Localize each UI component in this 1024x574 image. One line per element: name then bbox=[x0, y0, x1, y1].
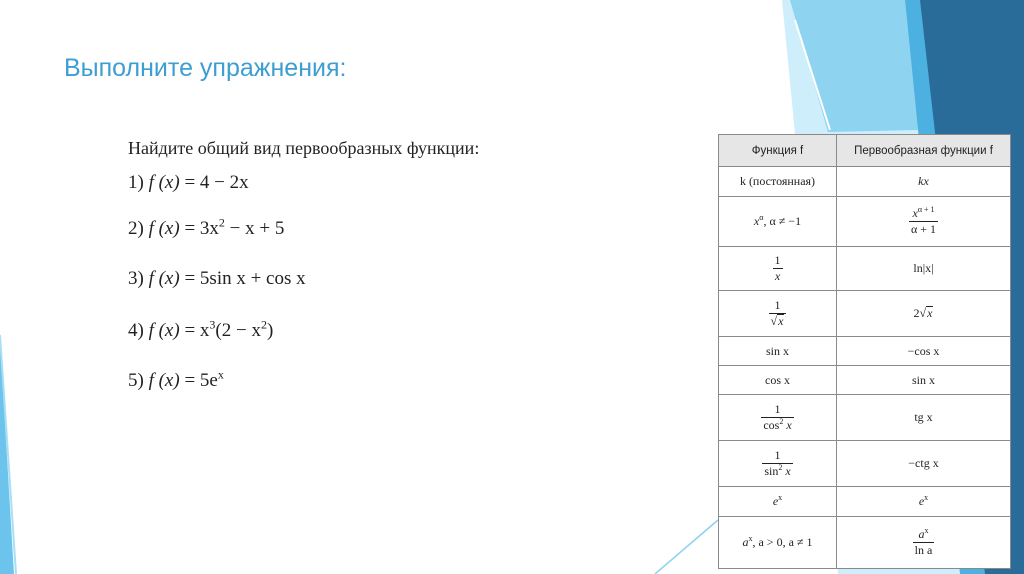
antiderivative-table bbox=[718, 134, 1011, 569]
table-row bbox=[719, 197, 1011, 247]
slide-title: Выполните упражнения: bbox=[64, 54, 347, 82]
table-header-row bbox=[719, 135, 1011, 167]
table-cell-function: $\frac{1}{\sin^2 x}$ bbox=[719, 441, 837, 487]
table-cell-antiderivative: kx bbox=[837, 167, 1011, 197]
table-row bbox=[719, 337, 1011, 366]
table-cell-antiderivative: −cos x bbox=[837, 337, 1011, 366]
table-header-function: Функция f bbox=[719, 135, 837, 167]
table-cell-antiderivative: $\frac{x^{\alpha + 1}}{\alpha + 1}$ bbox=[837, 197, 1011, 247]
exercise-4: 4) f $(x) = x^3(2 - x^2)$ bbox=[128, 317, 274, 341]
exercise-3: 3) f (x) = 5sin x + cos x bbox=[128, 268, 306, 289]
table-cell-function: $\frac{1}{\cos^2 x}$ bbox=[719, 395, 837, 441]
table-cell-function: $\frac{1}{x}$ bbox=[719, 247, 837, 291]
table-row bbox=[719, 441, 1011, 487]
table-row bbox=[719, 517, 1011, 569]
table-row bbox=[719, 247, 1011, 291]
table-cell-antiderivative: $e^x$ bbox=[837, 487, 1011, 517]
table-row bbox=[719, 487, 1011, 517]
exercise-2: 2) f $(x) = 3x^2 - x + 5$ bbox=[128, 215, 285, 239]
table-cell-antiderivative: ln|x| bbox=[837, 247, 1011, 291]
table-row bbox=[719, 167, 1011, 197]
table-cell-antiderivative: tg x bbox=[837, 395, 1011, 441]
table-cell-function: $\frac{1}{√x}$ bbox=[719, 291, 837, 337]
table-cell-antiderivative: sin x bbox=[837, 366, 1011, 395]
table-cell-antiderivative: $\frac{a^x}{\text{ln a}}$ bbox=[837, 517, 1011, 569]
table-header-antiderivative: Первообразная функции f bbox=[837, 135, 1011, 167]
task-heading: Найдите общий вид первообразных функции: bbox=[128, 138, 480, 158]
table-row bbox=[719, 366, 1011, 395]
exercise-5: 5) f $(x) = 5e^x$ bbox=[128, 367, 224, 391]
table-cell-function: $a^x$, a > 0, a ≠ 1 bbox=[719, 517, 837, 569]
table-cell-function: $e^x$ bbox=[719, 487, 837, 517]
table-row bbox=[719, 395, 1011, 441]
table-cell-function: sin x bbox=[719, 337, 837, 366]
exercise-1: 1) f (x) = 4 − 2x bbox=[128, 172, 249, 193]
table-cell-antiderivative: −ctg x bbox=[837, 441, 1011, 487]
table-cell-function: $x^\alpha$, α ≠ −1 bbox=[719, 197, 837, 247]
table-cell-function: k (постоянная) bbox=[719, 167, 837, 197]
table-row bbox=[719, 291, 1011, 337]
table-cell-function: cos x bbox=[719, 366, 837, 395]
table-cell-antiderivative: 2√x bbox=[837, 291, 1011, 337]
